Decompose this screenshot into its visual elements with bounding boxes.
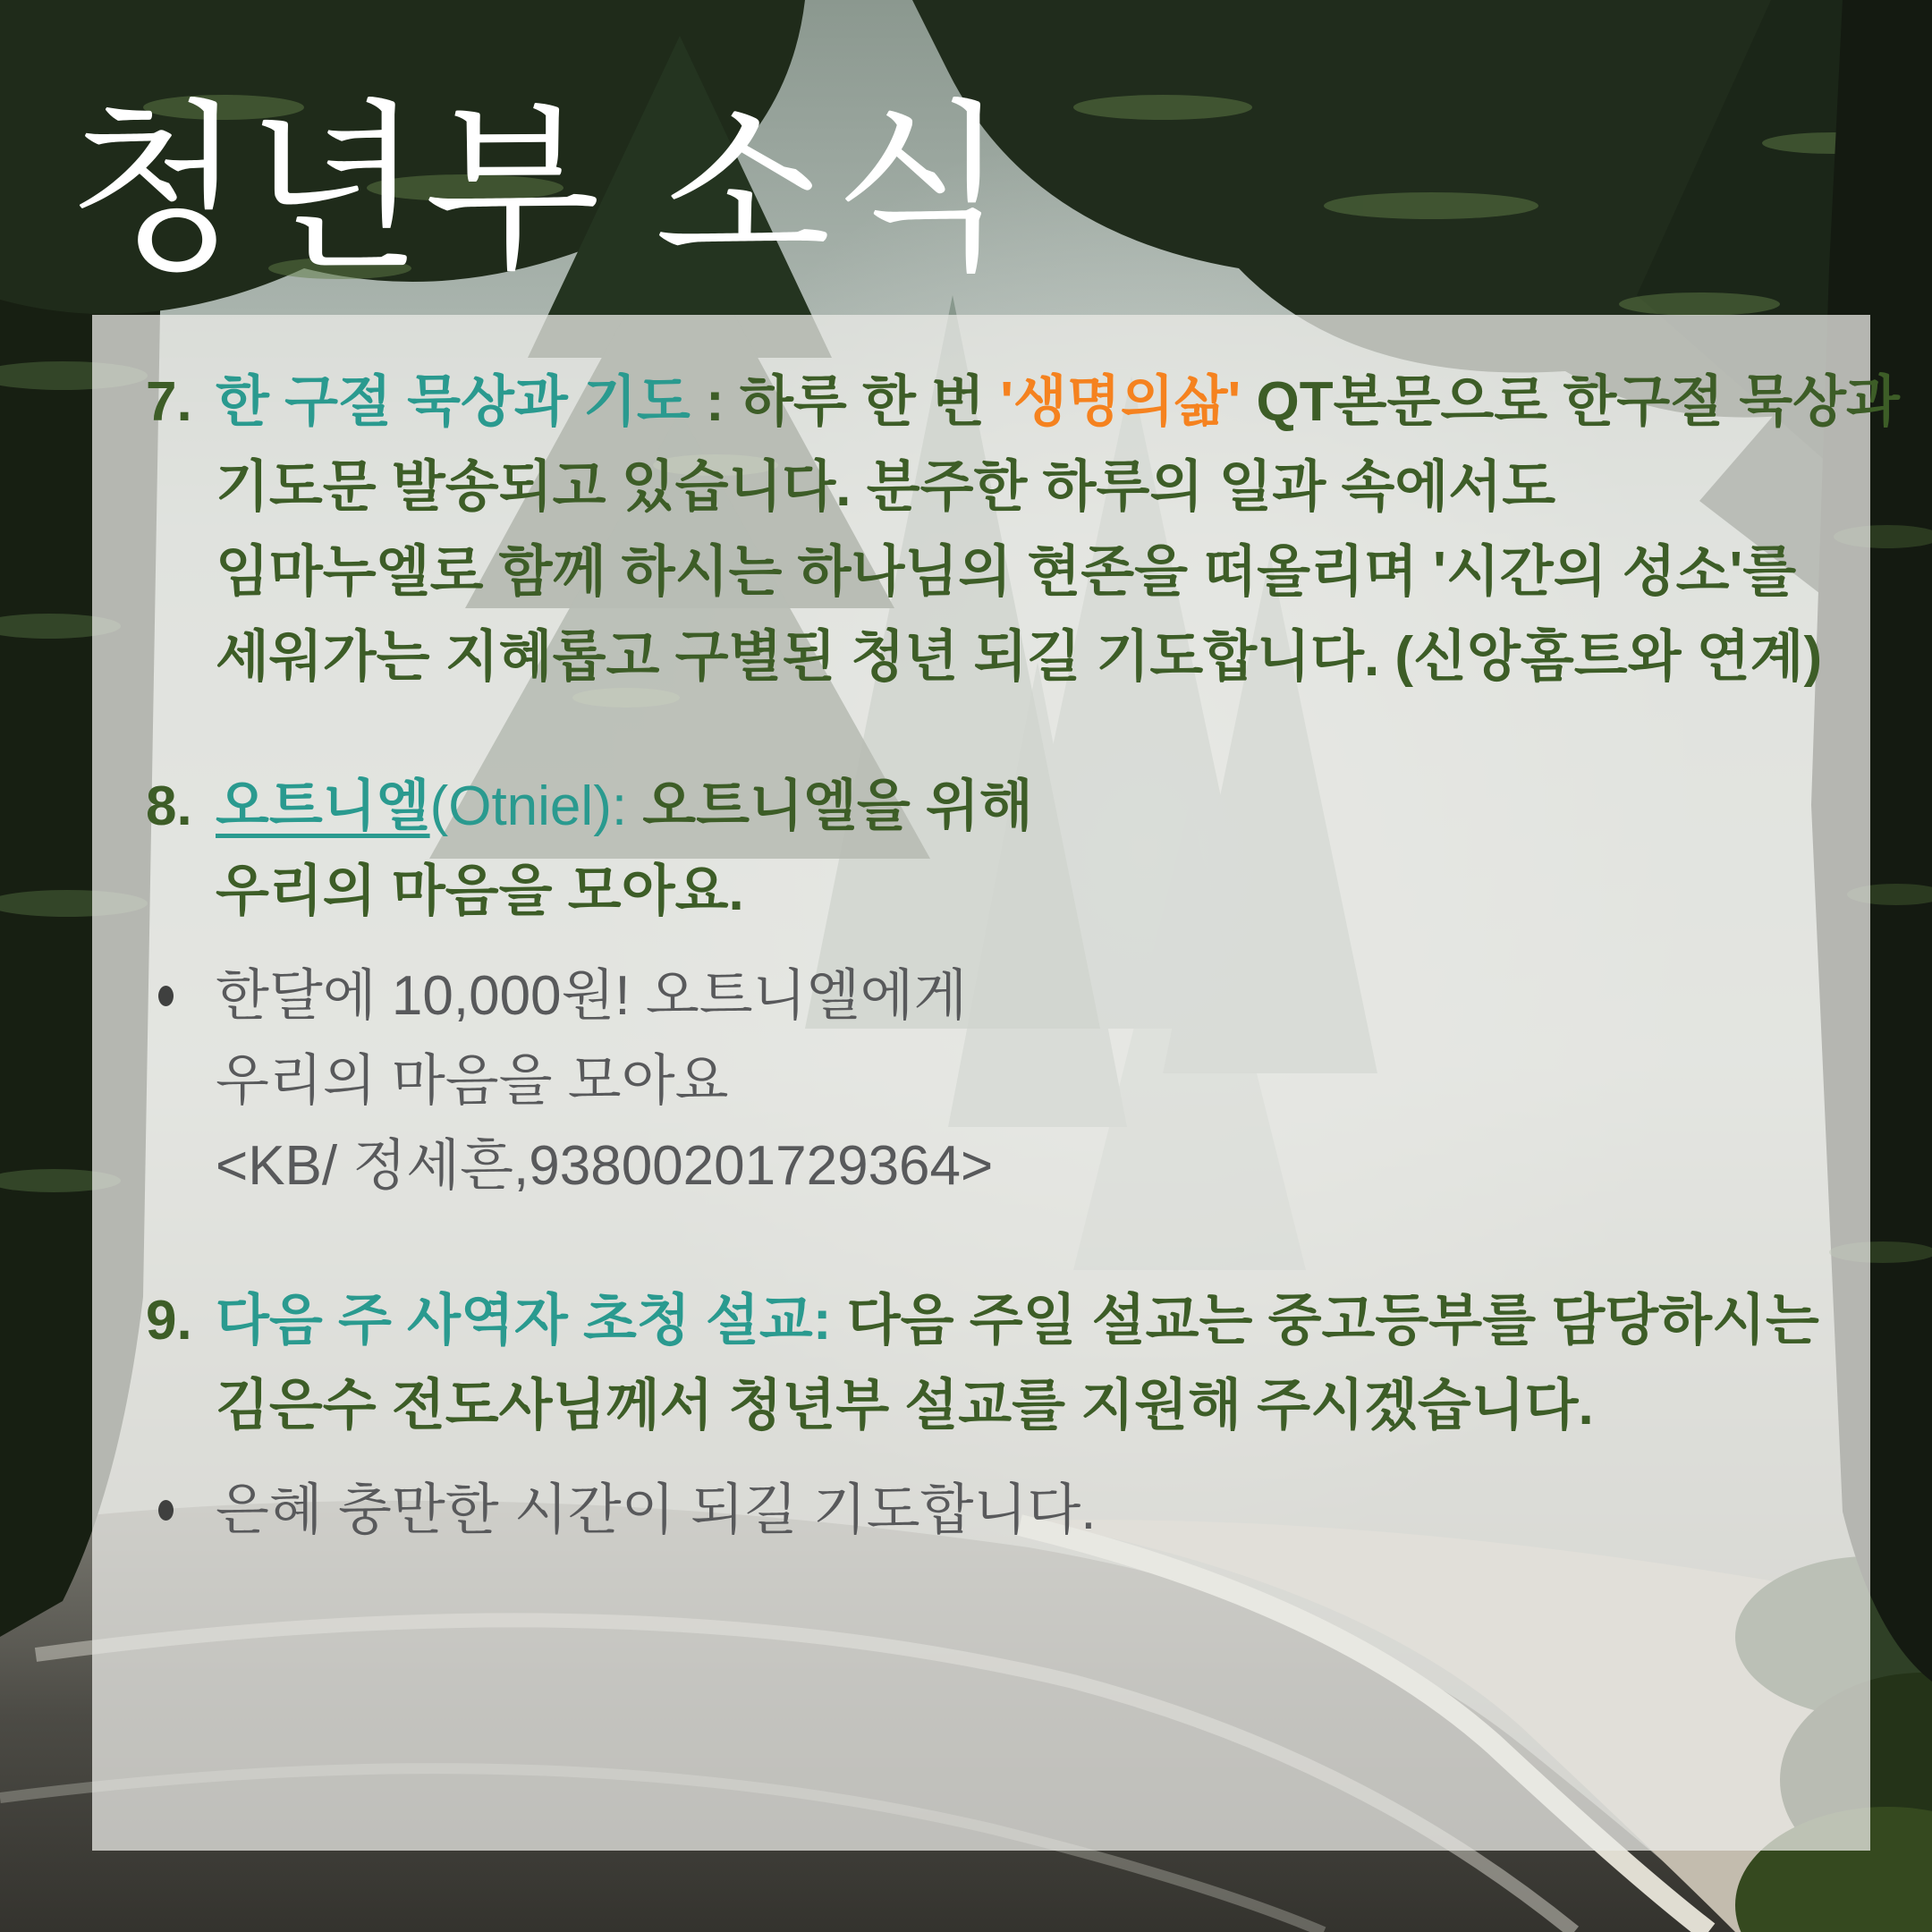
item-8-heading-paren: (Otniel): (429, 775, 628, 837)
item-7-after-highlight: QT본문으로 한구절 묵상과 (1241, 371, 1900, 433)
item-8-bullet-line-2: 우리의 마음을 모아요 (216, 1050, 729, 1112)
item-8-heading: 오트니엘 (216, 775, 430, 837)
item-9-number: 9. (146, 1290, 192, 1352)
item-8-bullet (146, 953, 1835, 1208)
item-9-after-heading: 다음 주일 설교는 중고등부를 담당하시는 (831, 1290, 1819, 1352)
item-9-bullet-line-1: 은혜 충만한 시간이 되길 기도합니다. (216, 1479, 1097, 1541)
item-9-heading: 다음 주 사역자 초청 설교: (216, 1290, 832, 1352)
item-7-separator: : (690, 371, 740, 433)
item-8-line-1 (216, 764, 1835, 849)
item-7-line-4: 세워가는 지혜롭고 구별된 청년 되길 기도합니다. (신앙홈트와 연계) (216, 626, 1823, 688)
item-7-number: 7. (146, 371, 192, 433)
item-9-bullet (146, 1468, 1835, 1553)
item-7-highlight: '생명의삶' (1000, 371, 1241, 433)
item-9-line-2: 김은수 전도사님께서 청년부 설교를 지원해 주시겠습니다. (216, 1375, 1594, 1436)
item-8 (146, 764, 1835, 934)
item-7-line-3: 임마누엘로 함께 하시는 하나님의 현존을 떠올리며 '시간의 성소'를 (216, 541, 1797, 603)
item-8-bullet-line-1: 한달에 10,000원! 오트니엘에게 (216, 965, 968, 1027)
announcement-panel (92, 315, 1900, 1851)
item-8-number: 8. (146, 775, 192, 837)
item-7-heading: 한 구절 묵상과 기도 (216, 371, 691, 433)
item-8-line-2: 우리의 마음을 모아요. (216, 860, 744, 922)
item-9-line-1 (216, 1278, 1835, 1363)
item-7-line-1 (216, 360, 1900, 445)
item-9 (146, 1278, 1835, 1448)
item-7-line-2: 기도문 발송되고 있습니다. 분주한 하루의 일과 속에서도 (216, 456, 1556, 518)
item-7-lead: 하루 한 번 (739, 371, 1001, 433)
bullet-dot-icon (158, 986, 174, 1006)
item-8-bullet-line-3: <KB/ 정세흔,93800201729364> (216, 1135, 994, 1197)
bullet-dot-icon (158, 1500, 174, 1521)
page-title: 청년부 소식 (68, 88, 1011, 292)
item-7 (146, 360, 1900, 699)
item-8-after-heading: 오트니엘을 위해 (627, 775, 1033, 837)
